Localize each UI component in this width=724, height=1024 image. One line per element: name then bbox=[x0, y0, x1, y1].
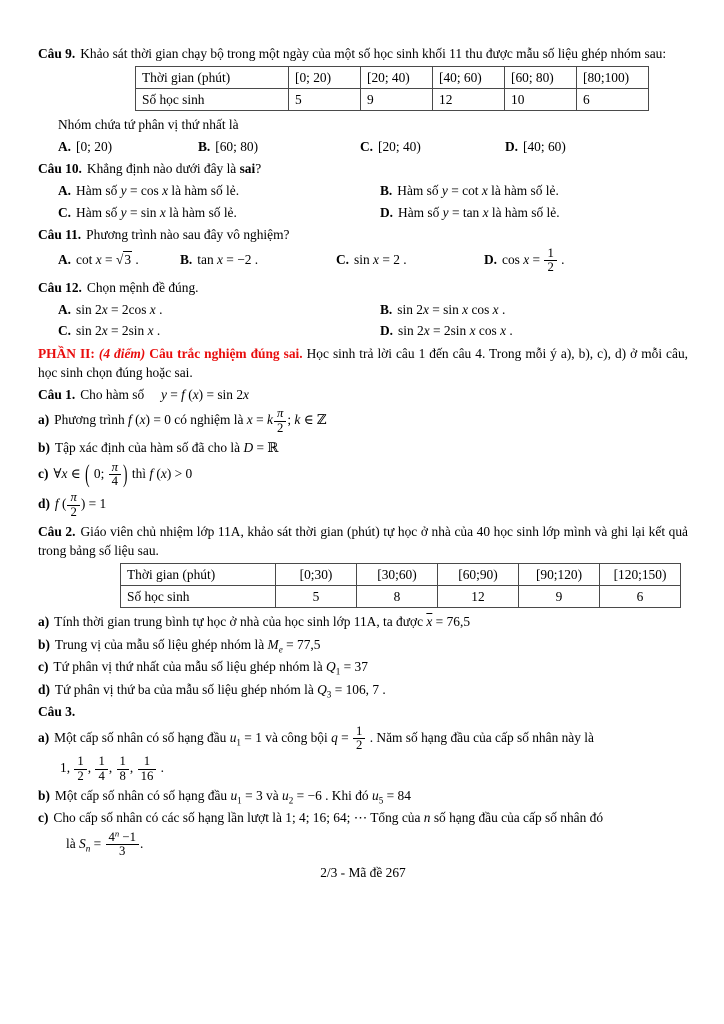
option-a bbox=[58, 137, 198, 156]
option-a-text: cot x = √3 . bbox=[76, 252, 139, 267]
item-a-text: Phương trình f (x) = 0 có nghiệm là x = k $\frac{\pi}{2}$ ; k ∈ ℤ bbox=[54, 406, 327, 435]
question-9-options bbox=[38, 137, 688, 156]
question-10-stem-text: Khẳng định nào dưới đây là sai? bbox=[86, 161, 262, 177]
item-d-text: Tứ phân vị thứ ba của mẫu số liệu ghép nhóm là $Q_3 = 106$, 7 . bbox=[54, 681, 386, 700]
option-a-text: sin 2x = 2cos x . bbox=[76, 301, 163, 317]
table-cell: [0; 20) bbox=[289, 66, 361, 88]
option-b-key: B. bbox=[380, 301, 393, 317]
item-b-text: Trung vị của mẫu số liệu ghép nhóm là $M_e = 77,5$ bbox=[54, 636, 321, 655]
option-a-key: A. bbox=[58, 138, 72, 154]
option-a-key: A. bbox=[58, 183, 72, 199]
option-d-key: D. bbox=[484, 252, 498, 267]
p2q1-item-b bbox=[38, 438, 688, 457]
table-cell: 9 bbox=[519, 586, 600, 608]
p2q1-label: Câu 1. bbox=[38, 386, 76, 402]
table-cell: 9 bbox=[361, 88, 433, 110]
option-d-text: Hàm số y = tan x là hàm số lẻ. bbox=[398, 204, 560, 220]
p2q3-item-a bbox=[38, 725, 688, 753]
option-d-key: D. bbox=[380, 323, 394, 339]
option-d-text: sin 2x = 2sin x cos x . bbox=[398, 323, 513, 339]
option-b-text: sin 2x = sin x cos x . bbox=[397, 301, 506, 317]
item-c-text: Tứ phân vị thứ nhất của mẫu số liệu ghép nhóm là $Q_1 = 37$ bbox=[53, 659, 368, 677]
item-c-key: c) bbox=[38, 465, 49, 481]
question-10-label: Câu 10. bbox=[38, 161, 82, 177]
option-c-text: Hàm số y = sin x là hàm số lẻ. bbox=[76, 204, 237, 220]
option-c-text: sin x = 2 . bbox=[354, 252, 407, 267]
option-c bbox=[58, 321, 380, 340]
table-cell: [120;150) bbox=[600, 564, 681, 586]
question-11-label: Câu 11. bbox=[38, 227, 82, 243]
option-d bbox=[380, 321, 688, 340]
item-c-key: c) bbox=[38, 810, 49, 826]
table-cell: 6 bbox=[600, 586, 681, 608]
p2q2-stem bbox=[38, 522, 688, 561]
option-d bbox=[484, 247, 688, 275]
question-9-stem bbox=[38, 44, 688, 63]
p2q2-item-d bbox=[38, 680, 688, 699]
option-b-key: B. bbox=[198, 138, 211, 154]
table-row bbox=[136, 66, 649, 88]
option-c-key: C. bbox=[360, 138, 374, 154]
table-cell: 10 bbox=[505, 88, 577, 110]
table-cell: [40; 60) bbox=[433, 66, 505, 88]
option-b bbox=[198, 137, 360, 156]
option-b bbox=[380, 300, 688, 319]
p2q3-label-line bbox=[38, 702, 688, 721]
item-d-key: d) bbox=[38, 496, 50, 512]
option-a-key: A. bbox=[58, 301, 72, 317]
p2q1-stem-text: Cho hàm số y = f (x) = sin 2x bbox=[80, 386, 249, 402]
option-d bbox=[380, 203, 688, 222]
q2-frequency-table bbox=[120, 563, 681, 608]
option-d-key: D. bbox=[505, 138, 519, 154]
table-row bbox=[121, 586, 681, 608]
item-b-text: Một cấp số nhân có số hạng đầu $u_1 = 3$ và $u_2 = -6$ . Khi đó $u_5 = 84$ bbox=[54, 788, 411, 806]
question-11-options bbox=[38, 247, 688, 275]
option-c-key: C. bbox=[58, 204, 72, 220]
option-b-text: tan x = −2 . bbox=[197, 252, 259, 267]
option-a-text: [0; 20) bbox=[76, 138, 113, 154]
question-9-label: Câu 9. bbox=[38, 46, 76, 61]
question-12-stem-text: Chọn mệnh đề đúng. bbox=[86, 279, 199, 295]
option-a bbox=[58, 250, 180, 269]
option-c-text: [20; 40) bbox=[378, 138, 421, 154]
item-c-text: ∀x ∈ ( 0; $\frac{\pi}{4}$ ) thì f (x) > 0 bbox=[53, 458, 193, 488]
option-c bbox=[58, 203, 380, 222]
option-b-key: B. bbox=[180, 252, 193, 267]
p2q1-stem bbox=[38, 385, 688, 404]
table-cell: 5 bbox=[276, 586, 357, 608]
table-cell: 12 bbox=[438, 586, 519, 608]
p2q2-item-a bbox=[38, 612, 688, 631]
page-footer: 2/3 - Mã đề 267 bbox=[320, 864, 406, 880]
table-cell: [60; 80) bbox=[505, 66, 577, 88]
option-d bbox=[505, 137, 688, 156]
option-b-text: Hàm số y = cot x là hàm số lẻ. bbox=[397, 183, 559, 199]
item-b-text: Tập xác định của hàm số đã cho là D = ℝ bbox=[54, 440, 279, 456]
question-12-stem bbox=[38, 278, 688, 297]
item-a-key: a) bbox=[38, 412, 50, 428]
option-b-key: B. bbox=[380, 183, 393, 199]
table-cell: Số học sinh bbox=[121, 586, 276, 608]
option-c-key: C. bbox=[336, 252, 350, 267]
option-b-text: [60; 80) bbox=[215, 138, 259, 154]
question-10-stem bbox=[38, 159, 688, 178]
p2q3-item-b bbox=[38, 786, 688, 805]
table-cell: 12 bbox=[433, 88, 505, 110]
option-d-key: D. bbox=[380, 204, 394, 220]
question-10 bbox=[38, 159, 688, 222]
option-a-text: Hàm số y = cos x là hàm số lẻ. bbox=[76, 183, 240, 199]
table-row bbox=[136, 88, 649, 110]
item-d-key: d) bbox=[38, 681, 50, 697]
p2q2-item-c bbox=[38, 657, 688, 676]
option-c bbox=[336, 250, 484, 269]
option-d-text: cos x = $\frac{1}{2}$ . bbox=[502, 246, 565, 275]
p2q1-item-d bbox=[38, 491, 688, 519]
option-c-text: sin 2x = 2sin x . bbox=[76, 323, 161, 339]
p2q2-item-b bbox=[38, 635, 688, 654]
q9-frequency-table bbox=[135, 66, 649, 111]
p2q2-label: Câu 2. bbox=[38, 524, 76, 539]
question-11-stem bbox=[38, 225, 688, 244]
item-a-text: Một cấp số nhân có số hạng đầu $u_1 = 1$ và công bội q = $\frac{1}{2}$ . Năm số hạng đầu của cấp số nhân này là bbox=[54, 723, 594, 752]
option-a bbox=[58, 181, 380, 200]
table-cell: Thời gian (phút) bbox=[136, 66, 289, 88]
table-cell: [90;120) bbox=[519, 564, 600, 586]
item-a-text: Tính thời gian trung bình tự học ở nhà của học sinh lớp 11A, ta được $\overline{x} = 76,5$ bbox=[54, 614, 471, 630]
question-12-label: Câu 12. bbox=[38, 279, 82, 295]
table-cell: Thời gian (phút) bbox=[121, 564, 276, 586]
table-cell: [80;100) bbox=[577, 66, 649, 88]
item-b-key: b) bbox=[38, 440, 50, 456]
item-c-text: Cho cấp số nhân có các số hạng lần lượt là 1; 4; 16; 64; ⋯ Tổng của n số hạng đầu của cấp số nhân đó bbox=[53, 810, 604, 826]
part2-question-1 bbox=[38, 385, 688, 519]
option-d-text: [40; 60) bbox=[523, 138, 566, 154]
question-9-stem-text: Khảo sát thời gian chạy bộ trong một ngày của một số học sinh khối 11 thu được mẫu số liệu ghép nhóm sau: bbox=[80, 46, 667, 61]
table-cell: 8 bbox=[357, 586, 438, 608]
question-10-options bbox=[38, 181, 688, 222]
option-c-key: C. bbox=[58, 323, 72, 339]
item-a-key: a) bbox=[38, 614, 50, 630]
p2q1-item-a bbox=[38, 407, 688, 435]
table-cell: 5 bbox=[289, 88, 361, 110]
option-c bbox=[360, 137, 505, 156]
p2q3-item-c bbox=[38, 808, 688, 827]
item-b-key: b) bbox=[38, 788, 50, 803]
table-cell: [20; 40) bbox=[361, 66, 433, 88]
question-12 bbox=[38, 278, 688, 341]
option-a-key: A. bbox=[58, 252, 72, 267]
option-a bbox=[58, 300, 380, 319]
question-11-stem-text: Phương trình nào sau đây vô nghiệm? bbox=[86, 227, 290, 243]
p2q2-stem-text: Giáo viên chủ nhiệm lớp 11A, khảo sát thời gian (phút) tự học ở nhà của 40 học sinh lớp mình và ghi lại kết quả trong bảng số liệu sau. bbox=[38, 524, 688, 559]
table-cell: [0;30) bbox=[276, 564, 357, 586]
table-cell: [60;90) bbox=[438, 564, 519, 586]
p2q3-item-a-sequence: 1, $\frac{1}{2}$ , $\frac{1}{4}$ , $\frac{1}{8}$ , $\frac{1}{16}$ . bbox=[60, 754, 164, 783]
p2q3-label: Câu 3. bbox=[38, 704, 76, 720]
p2q3-item-c-sum: là $S_n$ = $\frac{4^n -1}{3}$ . bbox=[66, 828, 144, 859]
part2-question-2 bbox=[38, 522, 688, 699]
item-a-key: a) bbox=[38, 729, 50, 745]
part2-question-3 bbox=[38, 702, 688, 858]
table-cell: [30;60) bbox=[357, 564, 438, 586]
question-12-options bbox=[38, 300, 688, 341]
part2-header: PHẦN II: (4 điểm) Câu trắc nghiệm đúng sai. Học sinh trả lời câu 1 đến câu 4. Trong mỗi ý a), b), c), d) ở mỗi câu, học sinh chọn đúng hoặc sai. bbox=[38, 345, 688, 381]
table-row bbox=[121, 564, 681, 586]
item-b-key: b) bbox=[38, 636, 50, 652]
table-cell: Số học sinh bbox=[136, 88, 289, 110]
question-9-prompt: Nhóm chứa tứ phân vị thứ nhất là bbox=[58, 116, 239, 132]
item-c-key: c) bbox=[38, 659, 49, 675]
option-b bbox=[380, 181, 688, 200]
table-cell: 6 bbox=[577, 88, 649, 110]
item-d-text: f ( $\frac{\pi}{2}$ ) = 1 bbox=[54, 490, 107, 519]
question-9 bbox=[38, 44, 688, 156]
option-b bbox=[180, 250, 336, 269]
p2q1-item-c bbox=[38, 458, 688, 489]
question-11 bbox=[38, 225, 688, 275]
